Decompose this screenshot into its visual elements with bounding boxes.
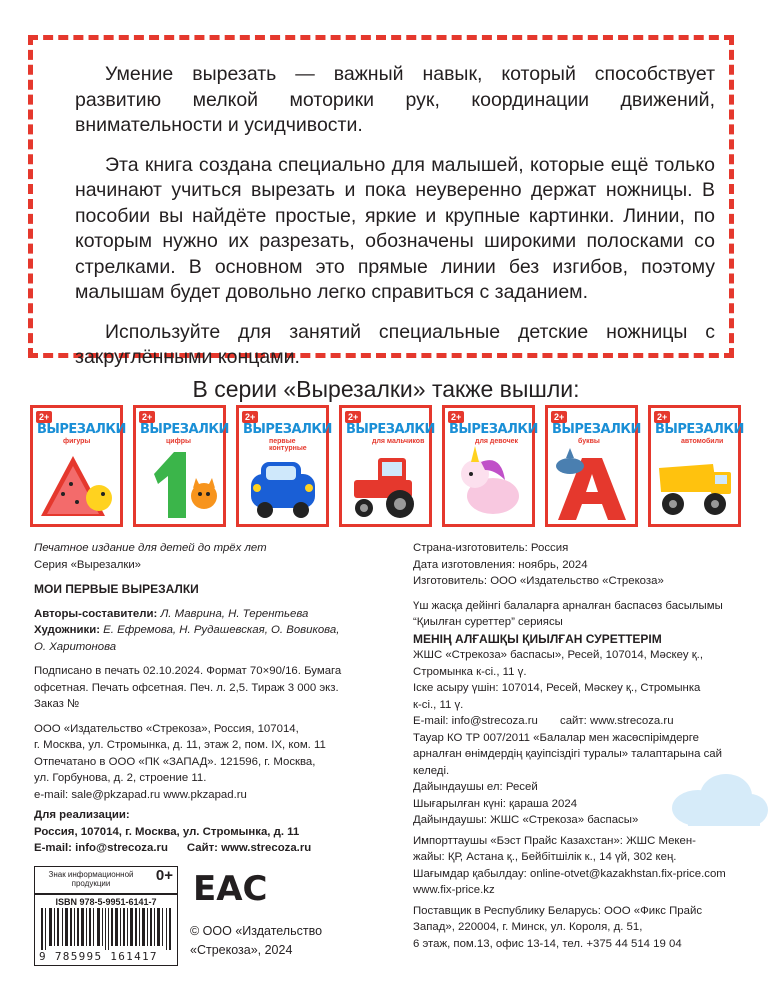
cover-brand: ВЫРЕЗАЛКИ — [655, 422, 744, 437]
kz-claims-contact: Шағымдар қабылдау: online-otvet@kazakhstan.fix-price.com — [413, 867, 726, 880]
authors-label: Авторы-составители: — [34, 607, 158, 620]
print-info-3: Заказ № — [34, 698, 80, 710]
unicorn-illustration — [445, 444, 533, 524]
series-covers — [30, 405, 750, 527]
artists-cont: О. Харитонова — [34, 640, 117, 653]
series-name: Серия «Вырезалки» — [34, 558, 142, 571]
kz-tr-2: арналған өнімдердің қауіпсіздігі туралы» талаптарына сай — [413, 748, 722, 760]
book-title: МОИ ПЕРВЫЕ ВЫРЕЗАЛКИ — [34, 582, 199, 596]
age-badge: 2+ — [345, 411, 361, 423]
publisher-1: ООО «Издательство «Стрекоза», Россия, 107014, — [34, 722, 299, 735]
cover-numbers — [133, 405, 229, 527]
artists-label: Художники: — [34, 624, 100, 636]
intro-text — [75, 62, 715, 385]
cover-subtitle: первые контурные — [269, 438, 307, 452]
letter-a-shark-illustration — [548, 444, 636, 524]
eac-text: EAC — [193, 869, 268, 909]
cover-subtitle: буквы — [578, 438, 600, 445]
cover-brand: ВЫРЕЗАЛКИ — [37, 422, 126, 437]
number-one-cat-illustration — [136, 444, 224, 524]
cover-brand: ВЫРЕЗАЛКИ — [552, 422, 641, 437]
dump-truck-illustration — [651, 444, 739, 524]
authors: Л. Маврина, Н. Терентьева — [160, 607, 309, 620]
kz-maker: Дайындаушы: ЖШС «Стрекоза» баспасы» — [413, 814, 639, 826]
cover-boys — [339, 405, 435, 527]
manufacturer: Изготовитель: ООО «Издательство «Стрекоза» — [413, 575, 664, 587]
copyright-line-2: «Стрекоза», 2024 — [190, 943, 293, 957]
age-badge: 2+ — [654, 411, 670, 423]
cover-subtitle: автомобили — [681, 438, 724, 445]
intro-paragraph-3: Используйте для занятий специальные детские ножницы с закруглёнными концами. — [75, 320, 715, 368]
cover-subtitle: для мальчиков — [372, 438, 425, 445]
publisher-2: г. Москва, ул. Стромынка, д. 11, этаж 2, пом. IX, ком. 11 — [34, 739, 326, 751]
sales-address: Россия, 107014, г. Москва, ул. Стромынка, д. 11 — [34, 825, 300, 838]
series-heading: В серии «Вырезалки» также вышли: — [192, 376, 580, 402]
cover-subtitle: фигуры — [63, 438, 91, 445]
print-info-1: Подписано в печать 02.10.2024. Формат 70×90/16. Бумага — [34, 665, 342, 677]
intro-paragraph-1: Умение вырезать — важный навык, который способствует развитию мелкой моторики рук, координации движений, внимательности и усидчивости. — [75, 63, 715, 136]
cloud-decoration — [668, 770, 768, 830]
country: Страна-изготовитель: Россия — [413, 542, 569, 554]
barcode-icon — [41, 908, 173, 950]
by-supplier-1: Поставщик в Республику Беларусь: ООО «Фикс Прайс — [413, 904, 703, 917]
age-badge: 2+ — [551, 411, 567, 423]
printed-1: Отпечатано в ООО «ПК «ЗАПАД». 121596, г. Москва, — [34, 755, 316, 768]
manufacture-date: Дата изготовления: ноябрь, 2024 — [413, 558, 588, 571]
copyright-line-1: © ООО «Издательство — [190, 924, 323, 938]
age-badge: 2+ — [139, 411, 155, 423]
cover-girls — [442, 405, 538, 527]
kz-publisher-1: ЖШС «Стрекоза» баспасы», Ресей, 107014, Мәскеу қ., — [413, 649, 704, 661]
kz-tr-3: келеді. — [413, 764, 450, 777]
intro-paragraph-2: Эта книга создана специально для малышей, которые ещё только начинают учиться вырезать и пока неуверенно держат ножницы. В пособии вы найдёте простые, яркие и крупные картинки. Линии, по которым нужно их разрезать, обозначены широкими полосками со стрелками. В основном это прямые линии без изгибов, поэтому малышам будет довольно легко справиться с заданием. — [75, 153, 715, 303]
by-supplier-3: 6 этаж, пом.13, офис 13-14, тел. +375 44 514 19 04 — [413, 937, 682, 950]
info-badge-age: 0+ — [155, 867, 173, 884]
barcode-number: 9 785995 161417 — [39, 950, 158, 963]
info-badge-label: Знак информационной продукции — [48, 870, 134, 888]
cover-letters — [545, 405, 641, 527]
watermelon-chick-illustration — [33, 444, 121, 524]
barcode-block — [34, 894, 178, 966]
cover-subtitle: цифры — [166, 438, 191, 445]
kz-date: Шығарылған күні: қараша 2024 — [413, 797, 578, 810]
imprint-left — [34, 540, 384, 857]
age-badge: 2+ — [242, 411, 258, 423]
kz-importer-1: Импорттаушы «Бэст Прайс Казахстан»: ЖШС Мекен- — [413, 834, 696, 847]
cover-contour — [236, 405, 332, 527]
kz-importer-2: жайы: ҚР, Астана қ., Бейбітшілік к., 14 үй, 302 кең. — [413, 851, 677, 863]
cover-brand: ВЫРЕЗАЛКИ — [140, 422, 229, 437]
sales-site: Сайт: www.strecoza.ru — [186, 842, 312, 854]
kz-email: E-mail: info@strecoza.ru — [413, 715, 538, 727]
info-product-badge — [34, 866, 178, 894]
kz-site2: www.fix-price.kz — [413, 884, 495, 896]
by-supplier-2: Запад», 220004, г. Минск, ул. Короля, д. 51, — [413, 921, 643, 933]
kz-claims-2: к-сі., 11 ү. — [413, 698, 464, 711]
cover-subtitle: для девочек — [475, 438, 519, 445]
sales-email: E-mail: info@strecoza.ru — [34, 842, 168, 854]
cover-cars — [648, 405, 744, 527]
print-info-2: офсетная. Печать офсетная. Печ. л. 2,5. Тираж 3 000 экз. — [34, 681, 339, 694]
copyright — [190, 922, 322, 960]
cover-figures — [30, 405, 126, 527]
printed-3: e-mail: sale@pkzapad.ru www.pkzapad.ru — [34, 788, 247, 801]
age-badge: 2+ — [36, 411, 52, 423]
cover-brand: ВЫРЕЗАЛКИ — [449, 422, 538, 437]
kz-country: Дайындаушы ел: Ресей — [413, 781, 538, 793]
kz-title: МЕНІҢ АЛҒАШҚЫ ҚИЫЛҒАН СУРЕТТЕРІМ — [413, 631, 662, 646]
kz-note: Үш жасқа дейінгі балаларға арналған баспасөз басылымы — [413, 599, 723, 612]
printed-2: ул. Горбунова, д. 2, строение 11. — [34, 772, 207, 784]
cover-brand: ВЫРЕЗАЛКИ — [346, 422, 435, 437]
imprint-right — [413, 540, 753, 952]
kz-tr-1: Тауар КО ТР 007/2011 «Балалар мен жасөспірімдерге — [413, 731, 699, 744]
intro-frame — [28, 35, 734, 368]
blue-car-illustration — [239, 444, 327, 524]
cover-brand: ВЫРЕЗАЛКИ — [243, 422, 332, 437]
sales-label: Для реализации: — [34, 809, 130, 821]
edition-note: Печатное издание для детей до трёх лет — [34, 542, 267, 554]
eac-mark-icon — [193, 866, 268, 909]
kz-publisher-2: Стромынка к-сі., 11 ү. — [413, 665, 527, 678]
kz-claims-1: Іске асыру үшін: 107014, Ресей, Мәскеу қ., Стромынка — [413, 682, 701, 694]
red-tractor-illustration — [342, 444, 430, 524]
kz-series: “Қиылған суреттер” сериясы — [413, 616, 563, 628]
isbn: ISBN 978-5-9951-6141-7 — [55, 897, 157, 907]
age-badge: 2+ — [448, 411, 464, 423]
artists: Е. Ефремова, Н. Рудашевская, О. Вовикова, — [103, 624, 340, 636]
kz-site: сайт: www.strecoza.ru — [560, 715, 674, 727]
